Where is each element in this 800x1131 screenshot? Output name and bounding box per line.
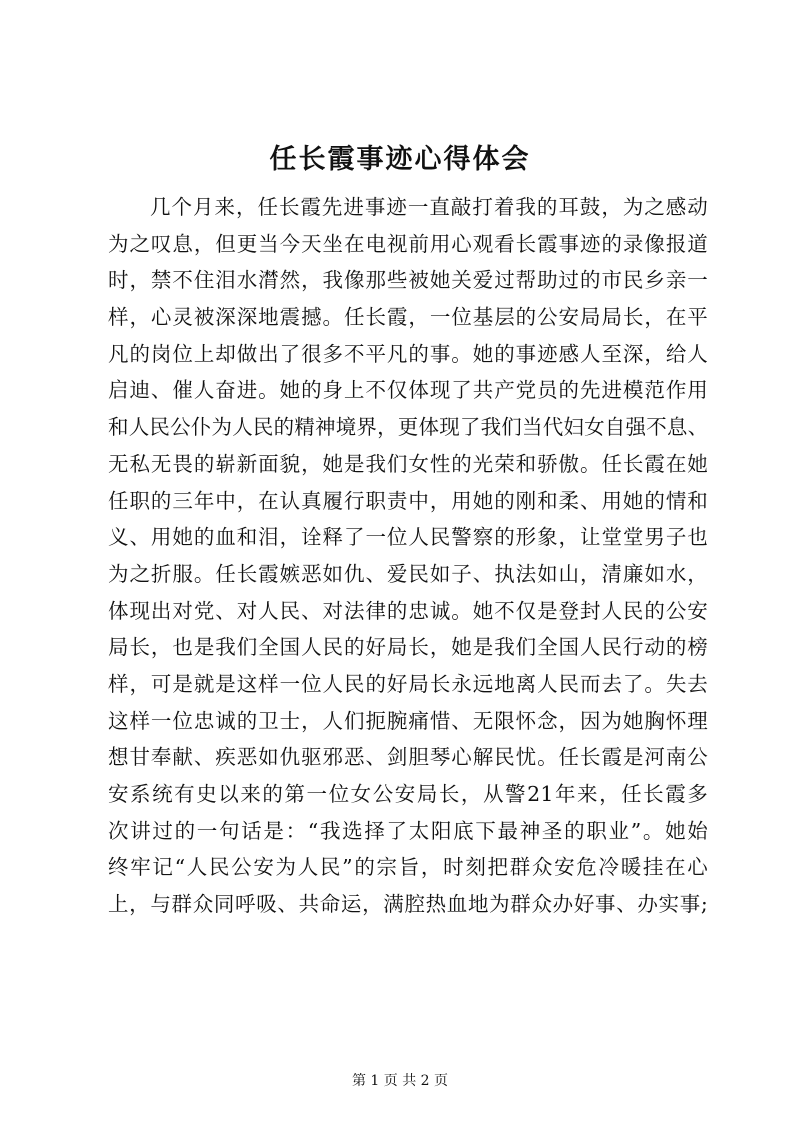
- paragraph-line: 样，心灵被深深地震撼。任长霞，一位基层的公安局局长，在平: [108, 305, 708, 330]
- paragraph-line: 和人民公仆为人民的精神境界，更体现了我们当代妇女自强不息、: [108, 415, 709, 440]
- paragraph-line: 凡的岗位上却做出了很多不平凡的事。她的事迹感人至深，给人: [108, 341, 708, 366]
- paragraph-line: 局长，也是我们全国人民的好局长，她是我们全国人民行动的榜: [108, 635, 708, 660]
- paragraph-line: 义、用她的血和泪，诠释了一位人民警察的形象，让堂堂男子也: [108, 525, 708, 550]
- paragraph-line: 几个月来，任长霞先进事迹一直敲打着我的耳鼓，为之感动: [150, 195, 708, 219]
- paragraph-line: 这样一位忠诚的卫士，人们扼腕痛惜、无限怀念，因为她胸怀理: [108, 708, 708, 733]
- paragraph-line: 样，可是就是这样一位人民的好局长永远地离人民而去了。失去: [108, 671, 708, 696]
- paragraph-line: 无私无畏的崭新面貌，她是我们女性的光荣和骄傲。任长霞在她: [108, 451, 708, 476]
- paragraph-line: 安系统有史以来的第一位女公安局长，从警21年来，任长霞多: [108, 782, 708, 806]
- paragraph-line: 为之叹息，但更当今天坐在电视前用心观看长霞事迹的录像报道: [108, 231, 708, 256]
- document-body: [108, 189, 708, 923]
- paragraph-line: 上，与群众同呼吸、共命运，满腔热血地为群众办好事、办实事;: [108, 892, 708, 917]
- paragraph-line: 启迪、催人奋进。她的身上不仅体现了共产党员的先进模范作用: [108, 378, 708, 403]
- paragraph-line: 任职的三年中，在认真履行职责中，用她的刚和柔、用她的情和: [108, 488, 708, 513]
- page-number-footer: 第 1 页 共 2 页: [351, 1073, 449, 1089]
- paragraph-line: 时，禁不住泪水潸然，我像那些被她关爱过帮助过的市民乡亲一: [108, 268, 708, 293]
- paragraph-line: 为之折服。任长霞嫉恶如仇、爱民如子、执法如山，清廉如水，: [108, 561, 708, 586]
- paragraph-line: 体现出对党、对人民、对法律的忠诚。她不仅是登封人民的公安: [108, 598, 708, 623]
- paragraph-line: 次讲过的一句话是：“我选择了太阳底下最神圣的职业”。她始: [108, 818, 708, 843]
- paragraph-line: 终牢记“人民公安为人民”的宗旨，时刻把群众安危冷暖挂在心: [108, 855, 708, 880]
- document-title: 任长霞事迹心得体会: [269, 144, 531, 175]
- paragraph-line: 想甘奉献、疾恶如仇驱邪恶、剑胆琴心解民忧。任长霞是河南公: [108, 745, 708, 770]
